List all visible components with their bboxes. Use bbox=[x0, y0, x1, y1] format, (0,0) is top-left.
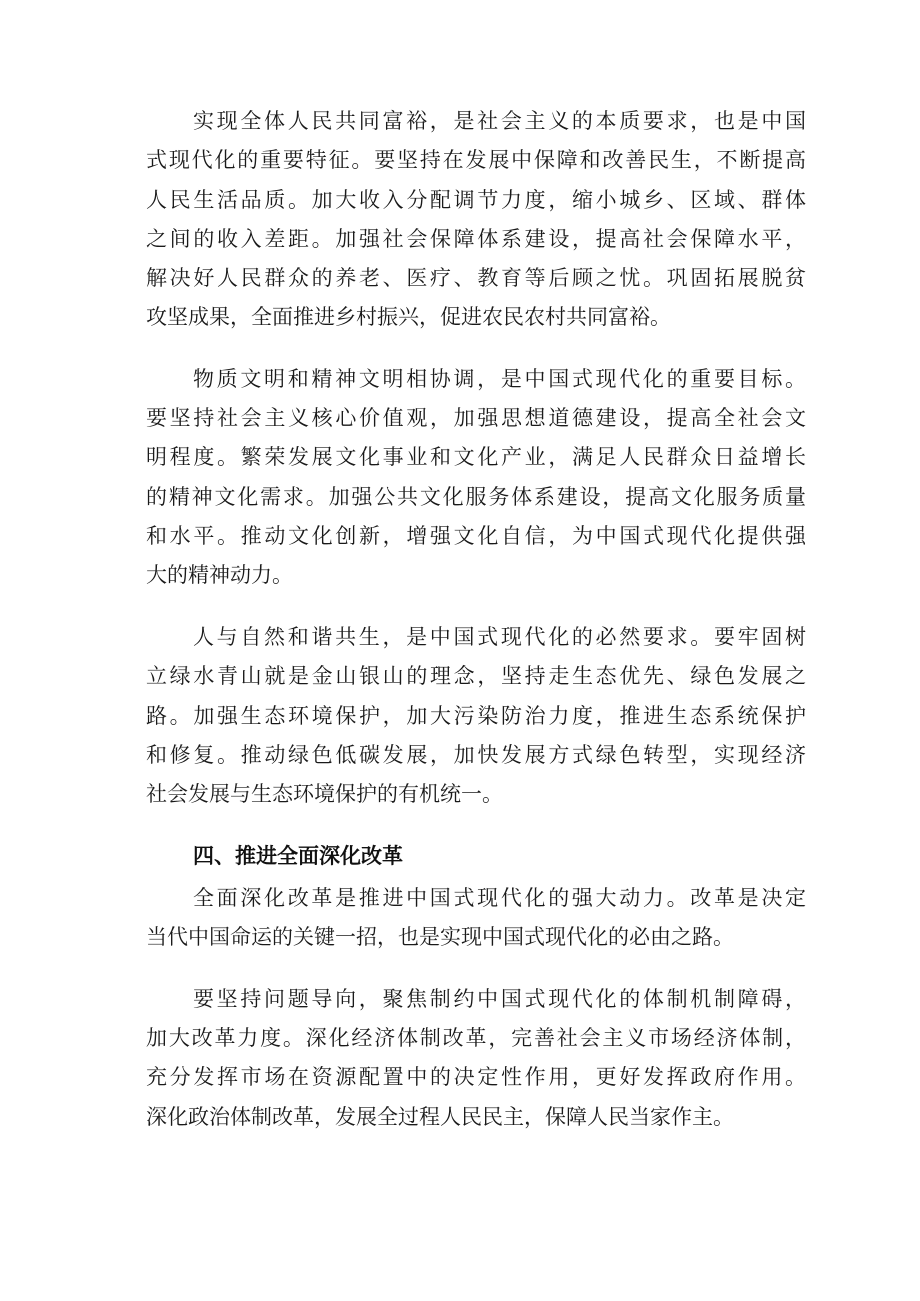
text-line: 人与自然和谐共生，是中国式现代化的必然要求。要牢固树 bbox=[193, 625, 806, 649]
text-line: 实现全体人民共同富裕，是社会主义的本质要求，也是中国 bbox=[193, 109, 806, 133]
section-heading: 四、推进全面深化改革 bbox=[193, 844, 403, 868]
text-line: 之间的收入差距。加强社会保障体系建设，提高社会保障水平， bbox=[146, 227, 806, 251]
text-line: 大的精神动力。 bbox=[146, 563, 293, 587]
text-line: 深化政治体制改革，发展全过程人民民主，保障人民当家作主。 bbox=[146, 1105, 734, 1129]
text-line: 立绿水青山就是金山银山的理念，坚持走生态优先、绿色发展之 bbox=[146, 664, 806, 688]
text-line: 的精神文化需求。加强公共文化服务体系建设，提高文化服务质量 bbox=[146, 485, 806, 509]
text-line: 路。加强生态环境保护，加大污染防治力度，推进生态系统保护 bbox=[146, 704, 806, 728]
text-line: 当代中国命运的关键一招，也是实现中国式现代化的必由之路。 bbox=[146, 925, 734, 949]
text-line: 明程度。繁荣发展文化事业和文化产业，满足人民群众日益增长 bbox=[146, 445, 806, 469]
text-line: 解决好人民群众的养老、医疗、教育等后顾之忧。巩固拓展脱贫 bbox=[146, 266, 806, 290]
text-line: 要坚持问题导向，聚焦制约中国式现代化的体制机制障碍， bbox=[193, 987, 806, 1011]
text-line: 要坚持社会主义核心价值观，加强思想道德建设，提高全社会文 bbox=[146, 406, 806, 430]
text-line: 式现代化的重要特征。要坚持在发展中保障和改善民生，不断提高 bbox=[146, 148, 806, 172]
text-line: 全面深化改革是推进中国式现代化的强大动力。改革是决定 bbox=[193, 886, 806, 910]
text-line: 和水平。推动文化创新，增强文化自信，为中国式现代化提供强 bbox=[146, 524, 806, 548]
text-line: 攻坚成果，全面推进乡村振兴，促进农民农村共同富裕。 bbox=[146, 305, 671, 329]
text-line: 社会发展与生态环境保护的有机统一。 bbox=[146, 782, 503, 806]
text-line: 加大改革力度。深化经济体制改革，完善社会主义市场经济体制， bbox=[146, 1026, 806, 1050]
text-line: 充分发挥市场在资源配置中的决定性作用，更好发挥政府作用。 bbox=[146, 1065, 806, 1089]
text-line: 人民生活品质。加大收入分配调节力度，缩小城乡、区域、群体 bbox=[146, 188, 806, 212]
text-line: 物质文明和精神文明相协调，是中国式现代化的重要目标。 bbox=[193, 367, 806, 391]
text-line: 和修复。推动绿色低碳发展，加快发展方式绿色转型，实现经济 bbox=[146, 743, 806, 767]
